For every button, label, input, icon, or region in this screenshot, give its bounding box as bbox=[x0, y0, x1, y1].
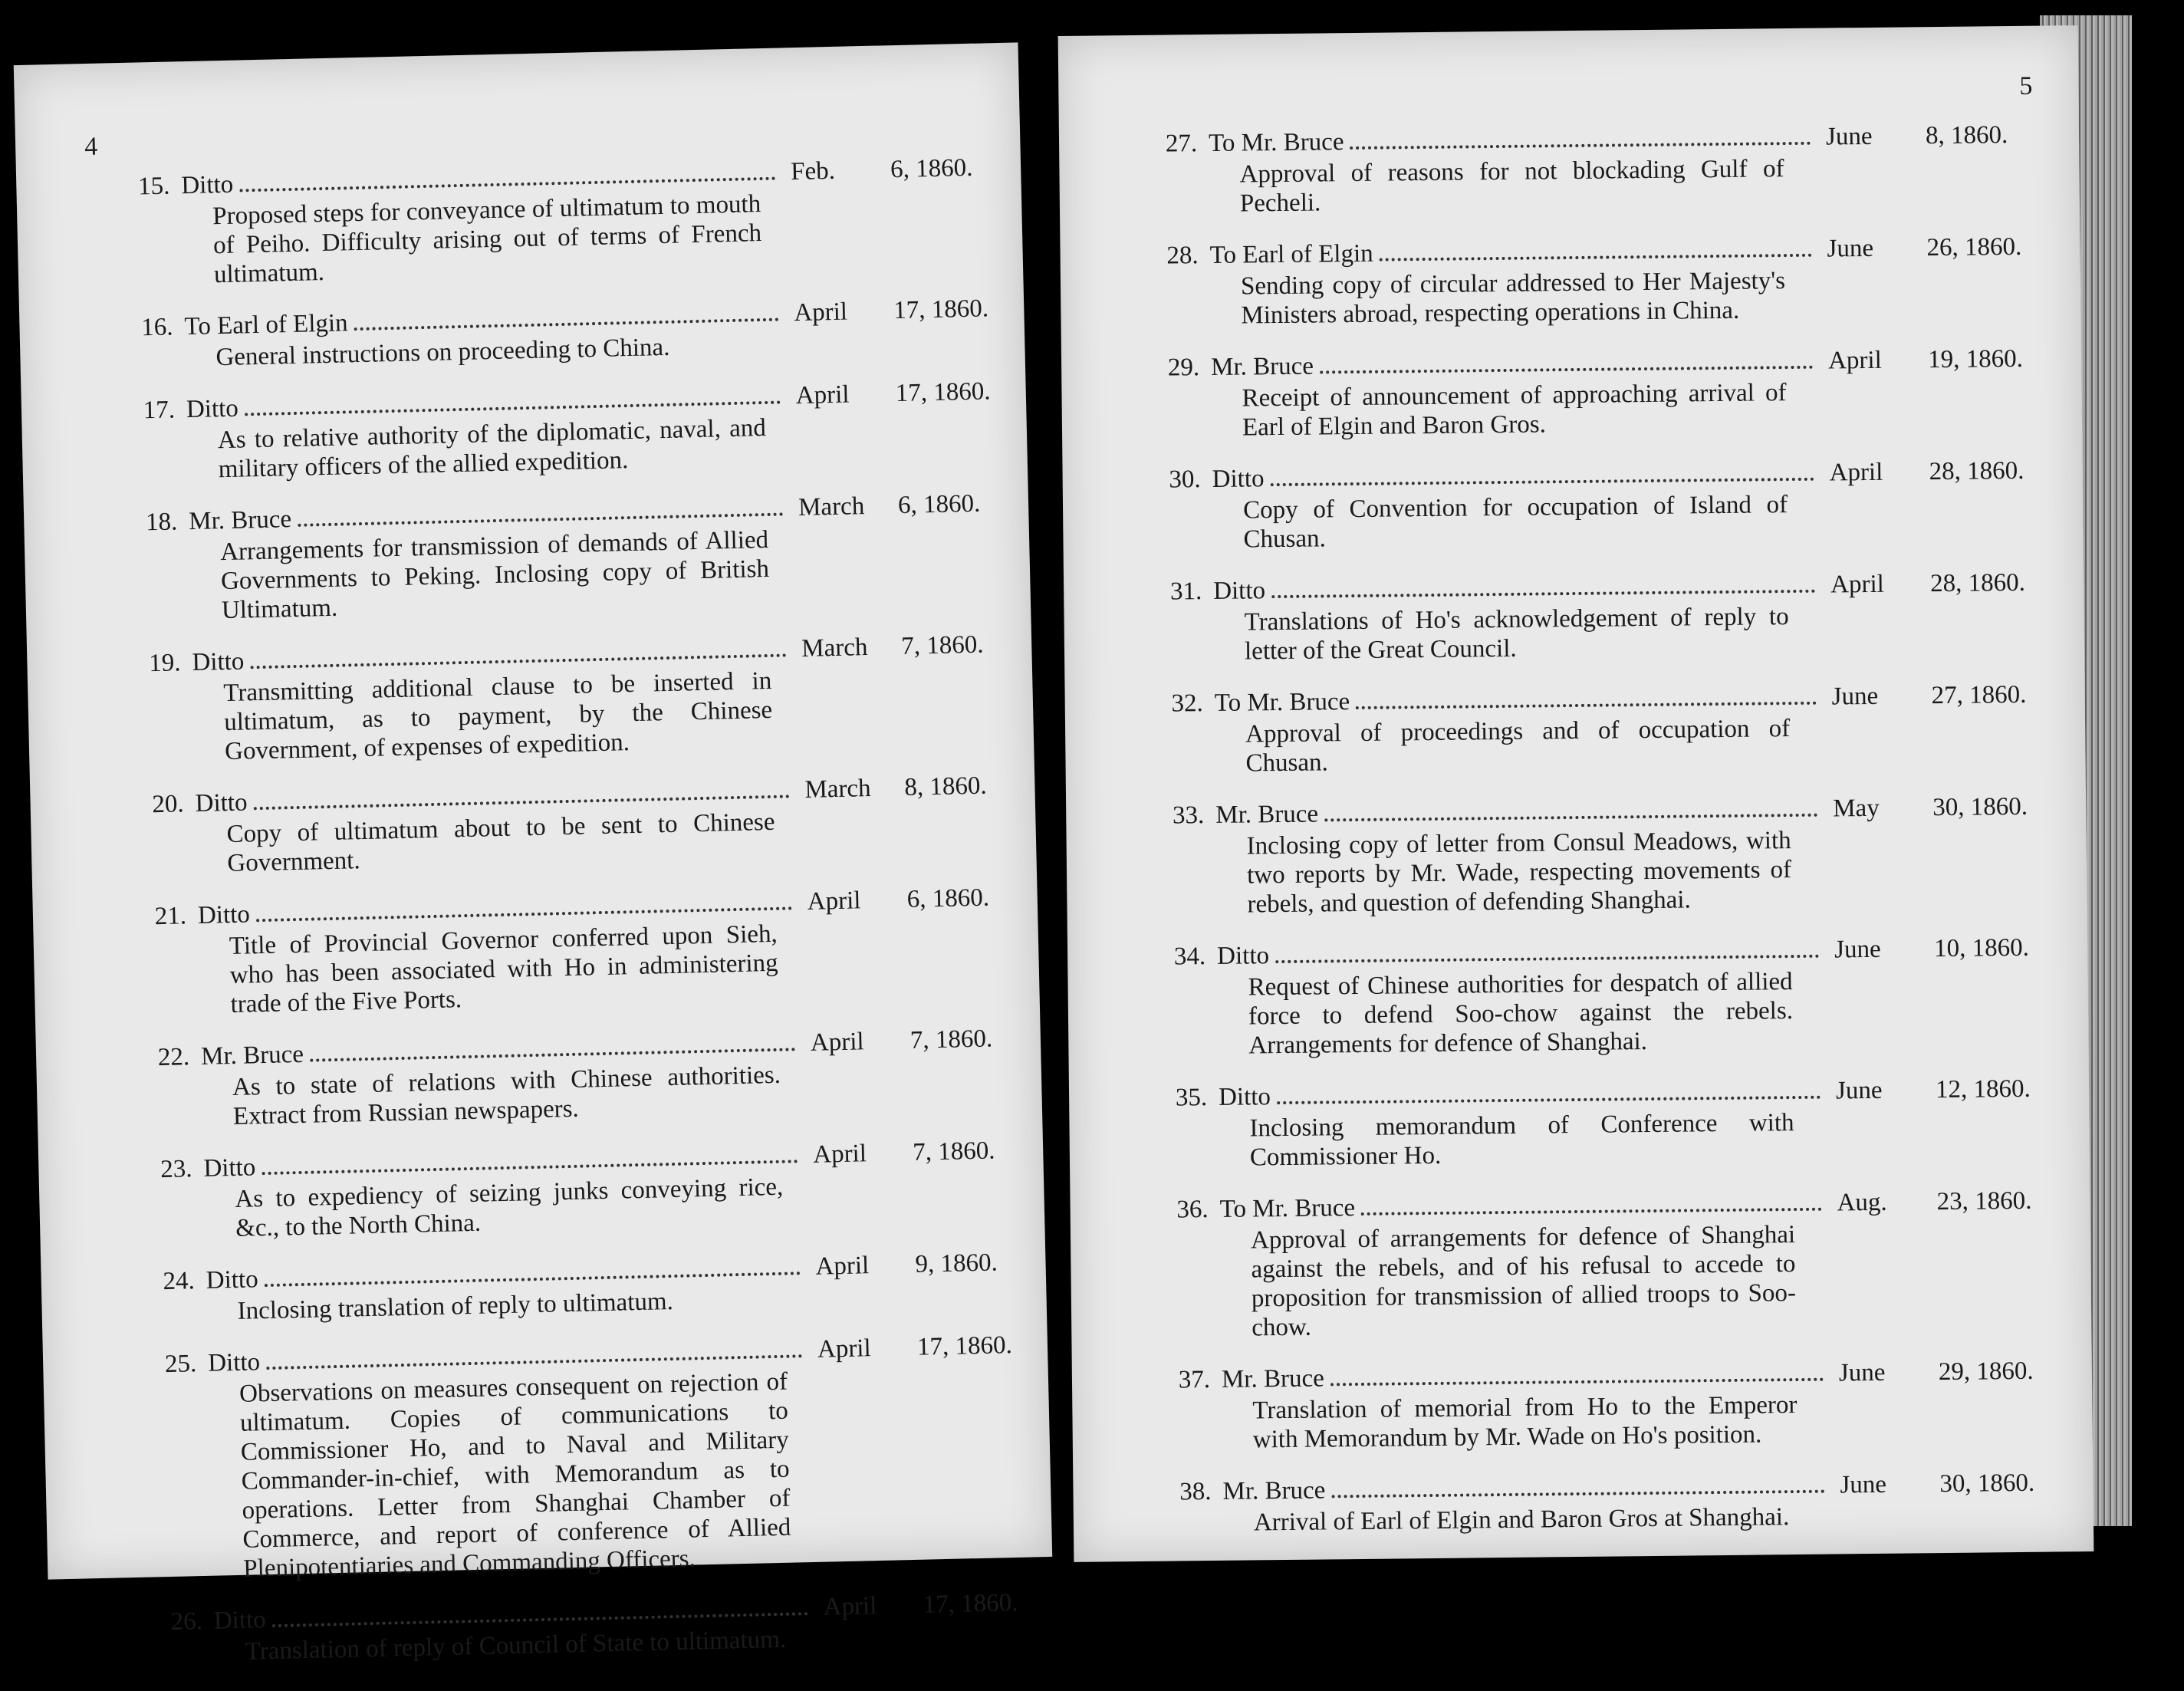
dot-leader bbox=[240, 177, 776, 192]
dot-leader bbox=[1361, 1208, 1822, 1216]
entry-number: 16. bbox=[140, 313, 173, 342]
entry-date-day-year: 10, 1860. bbox=[1933, 933, 2030, 963]
entry-date-day-year: 30, 1860. bbox=[1932, 792, 2028, 822]
entry-date-month: June bbox=[1827, 234, 1874, 263]
entry-date-day-year: 6, 1860. bbox=[890, 153, 973, 184]
entry-number: 25. bbox=[164, 1350, 197, 1379]
entry-number: 31. bbox=[1169, 577, 1202, 606]
entry-number: 33. bbox=[1172, 801, 1205, 830]
entry-header bbox=[1070, 1183, 2082, 1228]
list-item bbox=[38, 1133, 1037, 1247]
entry-description: Inclosing copy of letter from Consul Meadows, with two reports by Mr. Wade, respecting movements of rebels, and question of defending Shanghai. bbox=[1246, 827, 1792, 919]
dot-leader bbox=[1271, 590, 1815, 598]
entry-number: 26. bbox=[170, 1607, 203, 1636]
entry-description: Approval of proceedings and of occupation of Chusan. bbox=[1245, 715, 1791, 778]
entry-date-day-year: 7, 1860. bbox=[900, 630, 984, 661]
list-item bbox=[1069, 1071, 2082, 1174]
entry-date-day-year: 27, 1860. bbox=[1931, 680, 2027, 710]
page-number: 5 bbox=[2019, 71, 2033, 100]
entry-addressee: Mr. Bruce bbox=[1221, 1364, 1324, 1393]
entry-date-day-year: 9, 1860. bbox=[915, 1249, 998, 1278]
list-item bbox=[1064, 565, 2077, 668]
entry-date-day-year: 29, 1860. bbox=[1938, 1357, 2034, 1387]
entry-description: Arrival of Earl of Elgin and Baron Gros at Shanghai. bbox=[1253, 1503, 1790, 1537]
entry-number: 38. bbox=[1179, 1478, 1212, 1506]
entry-addressee: Mr. Bruce bbox=[1222, 1476, 1326, 1505]
entry-date-month: April bbox=[1830, 570, 1885, 599]
entry-date-day-year: 30, 1860. bbox=[1939, 1469, 2035, 1499]
dot-leader bbox=[265, 1272, 801, 1287]
list-item bbox=[1065, 677, 2078, 780]
entry-header bbox=[1062, 453, 2074, 498]
list-item bbox=[1070, 1183, 2084, 1344]
entry-date-day-year: 7, 1860. bbox=[909, 1025, 993, 1054]
list-item bbox=[1067, 930, 2081, 1062]
dot-leader bbox=[262, 1160, 798, 1175]
dot-leader bbox=[1320, 366, 1813, 374]
entry-description: Sending copy of circular addressed to Her Majesty's Ministers abroad, respecting operations in China. bbox=[1240, 267, 1786, 330]
entry-date-month: June bbox=[1831, 682, 1879, 711]
entry-date-day-year: 17, 1860. bbox=[916, 1331, 1013, 1361]
entry-number: 17. bbox=[143, 396, 176, 425]
entry-description: Arrangements for transmission of demands of Allied Governments to Peking. Inclosing copy of British Ultimatum. bbox=[219, 525, 770, 625]
entry-date-day-year: 8, 1860. bbox=[1925, 121, 2008, 150]
entry-header bbox=[1067, 930, 2080, 975]
entry-date-month: Feb. bbox=[790, 156, 836, 186]
entry-description: Receipt of announcement of approaching arrival of Earl of Elgin and Baron Gros. bbox=[1242, 379, 1787, 442]
entry-addressee: To Mr. Bruce bbox=[1214, 688, 1350, 717]
entry-date-day-year: 8, 1860. bbox=[904, 771, 988, 801]
entry-description: General instructions on proceeding to China. bbox=[215, 333, 670, 372]
entry-description: Translation of reply of Council of State to ultimatum. bbox=[245, 1625, 787, 1666]
list-item bbox=[21, 374, 1020, 489]
entry-description: Approval of arrangements for defence of Shanghai against the rebels, and of his refusal to accede to proposition for transmission of allied troops to Soo-chow. bbox=[1250, 1221, 1797, 1342]
entry-addressee: Ditto bbox=[206, 1265, 259, 1295]
entry-date-month: June bbox=[1840, 1470, 1887, 1499]
entry-date-day-year: 19, 1860. bbox=[1927, 344, 2024, 374]
entry-date-month: March bbox=[798, 492, 865, 522]
list-item bbox=[33, 880, 1032, 1023]
entry-addressee: Ditto bbox=[1217, 942, 1270, 970]
entry-date-month: April bbox=[793, 298, 848, 327]
entry-header bbox=[1060, 229, 2072, 274]
entry-date-month: April bbox=[810, 1028, 865, 1057]
entry-addressee: Ditto bbox=[1212, 465, 1265, 493]
entry-date-day-year: 12, 1860. bbox=[1935, 1074, 2031, 1104]
entry-addressee: Ditto bbox=[195, 788, 248, 818]
entry-addressee: Ditto bbox=[197, 900, 251, 929]
entry-addressee: Mr. Bruce bbox=[1215, 800, 1319, 829]
entry-number: 21. bbox=[154, 902, 187, 931]
dot-leader bbox=[266, 1354, 802, 1370]
list-item bbox=[19, 291, 1018, 377]
entry-number: 27. bbox=[1165, 130, 1198, 158]
entry-description: Transmitting additional clause to be inserted in ultimatum, as to payment, by the Chinese Government, of expenses of expedition. bbox=[223, 666, 773, 766]
list-item bbox=[1066, 789, 2080, 921]
entry-date-month: April bbox=[1829, 458, 1883, 487]
entry-addressee: To Mr. Bruce bbox=[1208, 128, 1344, 157]
list-item bbox=[1073, 1466, 2086, 1539]
entry-date-day-year: 6, 1860. bbox=[897, 489, 981, 520]
dot-leader bbox=[1324, 814, 1817, 822]
entry-addressee: Mr. Bruce bbox=[1210, 352, 1314, 381]
entry-description: Approval of reasons for not blockading Gulf of Pecheli. bbox=[1239, 155, 1784, 218]
entry-date-month: June bbox=[1838, 1358, 1886, 1387]
entry-date-month: April bbox=[807, 887, 861, 916]
entry-list bbox=[16, 150, 1048, 1691]
entry-addressee: To Earl of Elgin bbox=[1209, 239, 1373, 269]
list-item bbox=[36, 1021, 1034, 1135]
left-page bbox=[14, 42, 1052, 1666]
dot-leader bbox=[354, 318, 779, 331]
dot-leader bbox=[298, 512, 783, 526]
entry-date-month: March bbox=[801, 633, 868, 663]
dot-leader bbox=[245, 401, 781, 416]
list-item bbox=[48, 1585, 1047, 1670]
entry-number: 35. bbox=[1175, 1084, 1208, 1112]
dot-leader bbox=[1356, 702, 1817, 709]
entry-description: Inclosing translation of reply to ultimatum. bbox=[237, 1288, 674, 1325]
dot-leader bbox=[1350, 142, 1811, 150]
dot-leader bbox=[256, 906, 792, 922]
dot-leader bbox=[1275, 955, 1819, 963]
entry-addressee: Ditto bbox=[180, 170, 234, 200]
entry-date-day-year: 17, 1860. bbox=[895, 377, 991, 408]
entry-date-day-year: 17, 1860. bbox=[923, 1588, 1018, 1619]
entry-number: 24. bbox=[163, 1267, 196, 1296]
dot-leader bbox=[310, 1048, 795, 1061]
entry-number: 32. bbox=[1171, 689, 1203, 718]
entry-date-month: Aug. bbox=[1837, 1188, 1887, 1217]
entry-date-month: May bbox=[1833, 794, 1880, 823]
right-page bbox=[1058, 25, 2094, 1562]
entry-date-month: June bbox=[1825, 122, 1873, 151]
entry-addressee: To Earl of Elgin bbox=[184, 309, 348, 341]
entry-date-month: April bbox=[1827, 346, 1882, 375]
dot-leader bbox=[272, 1612, 808, 1627]
entry-date-day-year: 26, 1860. bbox=[1926, 232, 2022, 262]
entry-description: Copy of ultimatum about to be sent to Chinese Government. bbox=[226, 808, 775, 878]
entry-header bbox=[1059, 117, 2071, 162]
entry-date-month: April bbox=[815, 1252, 870, 1281]
list-item bbox=[27, 627, 1026, 770]
entry-number: 23. bbox=[160, 1155, 192, 1184]
entry-addressee: Mr. Bruce bbox=[188, 505, 292, 536]
entry-date-day-year: 23, 1860. bbox=[1936, 1186, 2032, 1216]
entry-date-day-year: 28, 1860. bbox=[1929, 568, 2026, 598]
entry-description: Proposed steps for conveyance of ultimatum to mouth of Peiho. Difficulty arising out of terms of French ultimatum. bbox=[212, 190, 762, 289]
entry-number: 19. bbox=[148, 649, 181, 678]
entry-description: Copy of Convention for occupation of Island of Chusan. bbox=[1242, 491, 1788, 554]
entry-date-day-year: 7, 1860. bbox=[912, 1137, 995, 1166]
entry-addressee: Ditto bbox=[192, 647, 245, 677]
entry-addressee: Ditto bbox=[213, 1606, 267, 1635]
entry-date-month: March bbox=[804, 775, 871, 804]
entry-number: 36. bbox=[1176, 1196, 1209, 1224]
dot-leader bbox=[1271, 478, 1814, 486]
entry-header bbox=[1065, 677, 2077, 722]
entry-number: 22. bbox=[157, 1043, 190, 1072]
entry-description: As to expediency of seizing junks conveying rice, &c., to the North China. bbox=[234, 1173, 784, 1242]
entry-number: 37. bbox=[1178, 1366, 1211, 1394]
list-item bbox=[1072, 1354, 2085, 1456]
dot-leader bbox=[1380, 254, 1812, 262]
dot-leader bbox=[251, 653, 787, 669]
entry-description: Request of Chinese authorities for despatch of allied force to defend Soo-chow against the rebels. Arrangements for defence of Shanghai. bbox=[1248, 968, 1794, 1060]
entry-number: 30. bbox=[1169, 466, 1201, 494]
entry-header bbox=[1069, 1071, 2081, 1116]
entry-date-month: April bbox=[812, 1140, 867, 1169]
entry-date-day-year: 17, 1860. bbox=[893, 294, 989, 325]
dot-leader bbox=[1277, 1096, 1821, 1104]
entry-description: As to state of relations with Chinese authorities. Extract from Russian newspapers. bbox=[232, 1061, 781, 1130]
entry-addressee: Ditto bbox=[1213, 577, 1266, 605]
list-item bbox=[16, 150, 1015, 294]
entry-description: Observations on measures consequent on rejection of ultimatum. Copies of communications to Commissioner Ho, and to Naval and Military Commander-in-chief, with Memorandum as to operations. Letter from Shanghai Chamber of Commerce, and report of conference of Allied Plenipotentiaries and Commanding Officers. bbox=[238, 1367, 791, 1583]
list-item bbox=[24, 485, 1023, 629]
entry-addressee: To Mr. Bruce bbox=[1219, 1194, 1356, 1223]
entry-list bbox=[1059, 117, 2086, 1559]
entry-number: 34. bbox=[1173, 943, 1206, 971]
entry-header bbox=[1064, 565, 2076, 610]
list-item bbox=[1060, 229, 2073, 332]
entry-header bbox=[1072, 1354, 2084, 1398]
dot-leader bbox=[254, 795, 790, 810]
entry-addressee: Ditto bbox=[186, 394, 239, 424]
entry-date-month: June bbox=[1834, 935, 1881, 964]
list-item bbox=[1059, 117, 2072, 220]
entry-number: 20. bbox=[152, 790, 185, 819]
entry-description: Inclosing memorandum of Conference with Commissioner Ho. bbox=[1249, 1109, 1794, 1172]
entry-addressee: Ditto bbox=[1218, 1083, 1271, 1111]
list-item bbox=[1062, 453, 2075, 556]
entry-addressee: Mr. Bruce bbox=[200, 1040, 304, 1071]
list-item bbox=[43, 1327, 1045, 1587]
entry-number: 18. bbox=[145, 508, 178, 537]
entry-header bbox=[1073, 1466, 2085, 1510]
dot-leader bbox=[1330, 1378, 1824, 1387]
entry-description: As to relative authority of the diplomatic, naval, and military officers of the allied expedition. bbox=[217, 413, 767, 484]
list-item bbox=[41, 1245, 1039, 1330]
entry-date-month: April bbox=[817, 1334, 872, 1364]
page-number: 4 bbox=[84, 132, 98, 162]
entry-date-day-year: 28, 1860. bbox=[1929, 456, 2024, 486]
entry-date-month: April bbox=[823, 1592, 877, 1621]
entry-number: 29. bbox=[1167, 354, 1200, 382]
entry-header bbox=[1061, 341, 2074, 386]
entry-number: 15. bbox=[137, 172, 170, 201]
entry-header bbox=[1066, 789, 2078, 834]
entry-addressee: Ditto bbox=[203, 1153, 256, 1183]
entry-number: 28. bbox=[1166, 242, 1199, 270]
entry-date-month: April bbox=[795, 380, 850, 410]
entry-description: Translation of memorial from Ho to the Emperor with Memorandum by Mr. Wade on Ho's position. bbox=[1252, 1391, 1798, 1454]
entry-date-day-year: 6, 1860. bbox=[906, 883, 990, 913]
entry-date-month: June bbox=[1835, 1076, 1883, 1105]
list-item bbox=[1061, 341, 2074, 444]
entry-addressee: Ditto bbox=[207, 1348, 261, 1377]
entry-description: Translations of Ho's acknowledgement of reply to letter of the Great Council. bbox=[1244, 603, 1789, 666]
entry-description: Title of Provincial Governor conferred upon Sieh, who has been associated with Ho in administering trade of the Five Ports. bbox=[229, 920, 778, 1019]
dot-leader bbox=[1332, 1490, 1825, 1499]
list-item bbox=[30, 768, 1028, 882]
